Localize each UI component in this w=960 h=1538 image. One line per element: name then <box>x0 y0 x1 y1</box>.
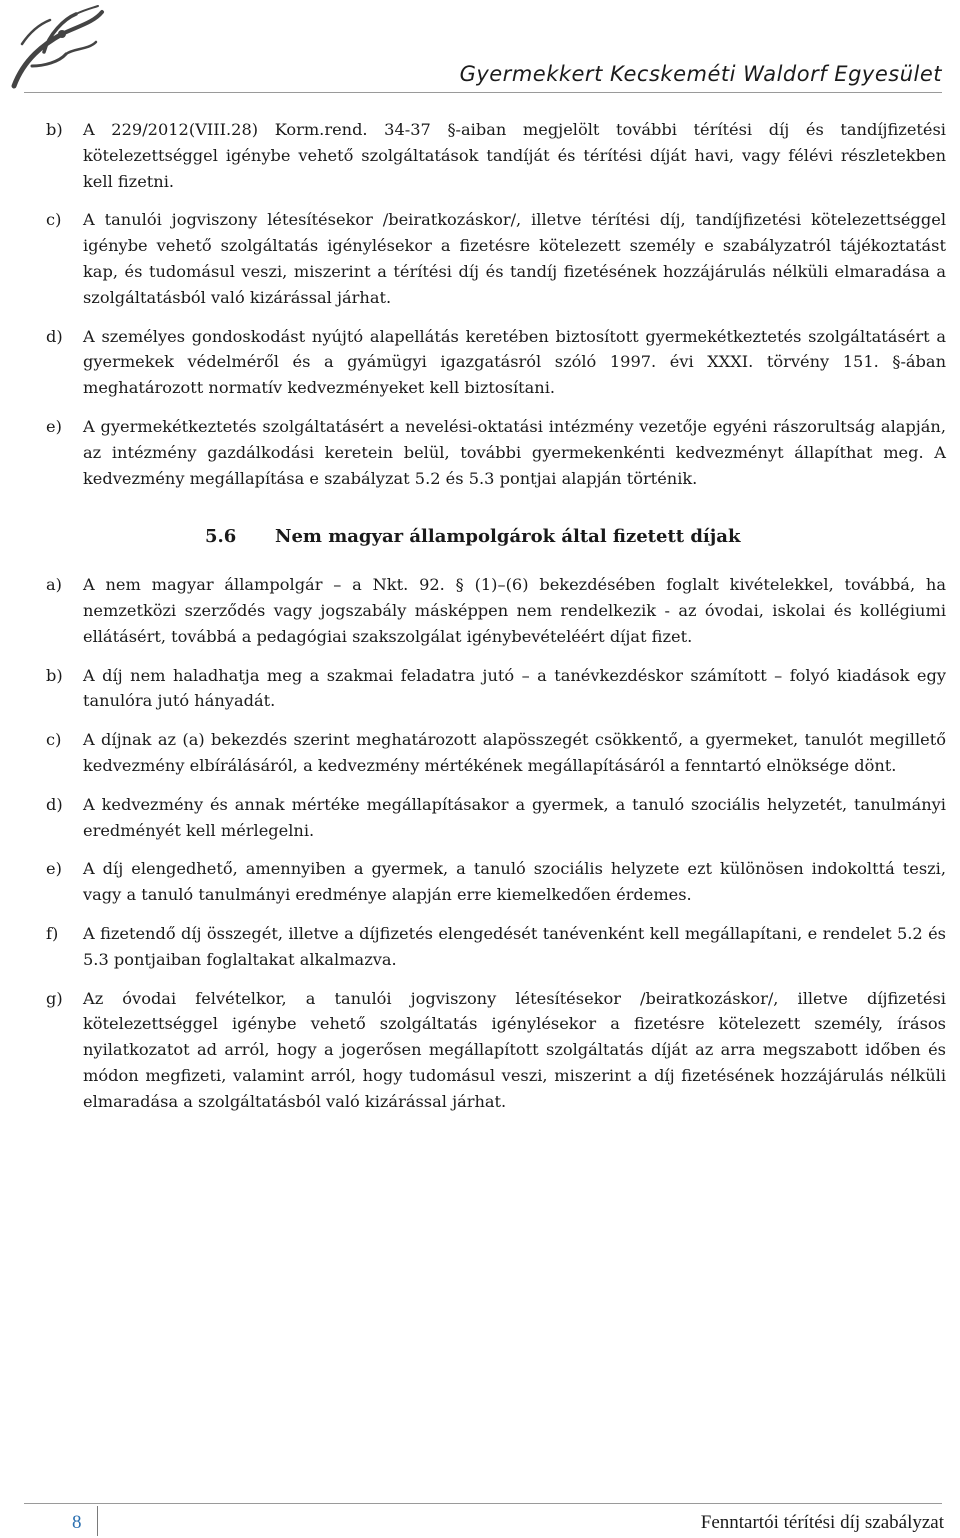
list-marker: f) <box>46 923 59 943</box>
list-item <box>46 727 946 779</box>
footer-divider <box>24 1503 942 1504</box>
list-marker: c) <box>46 210 62 230</box>
section-title: Nem magyar állampolgárok által fizetett díjak <box>275 526 741 548</box>
header-divider <box>24 92 942 93</box>
list-marker: d) <box>46 326 63 346</box>
page-number: 8 <box>72 1512 82 1533</box>
list-item <box>46 117 946 194</box>
waldorf-swirl-logo-icon <box>4 4 114 90</box>
paragraph: A kedvezmény és annak mértéke megállapításakor a gyermek, a tanuló szociális helyzetét, tanulmányi eredményét kell mérlegelni. <box>83 794 946 840</box>
list-item <box>46 986 946 1115</box>
list-marker: e) <box>46 859 62 879</box>
list-marker: a) <box>46 575 62 595</box>
organization-name: Gyermekkert Kecskeméti Waldorf Egyesület <box>459 62 942 86</box>
list-marker: d) <box>46 794 63 814</box>
list-item <box>46 572 946 649</box>
page-number-separator <box>97 1506 98 1536</box>
list-item <box>46 207 946 310</box>
paragraph: A tanulói jogviszony létesítésekor /beiratkozáskor/, illetve térítési díj, tandíjfizetési kötelezettséggel igénybe vehető szolgáltatás igénylésekor a fizetésre kötelezett személy e szabályzatról tájékoztatást kap, és tudomásul veszi, miszerint a térítési díj és tandíj fizetésének hozzájárulás nélküli elmaradása a szolgáltatásból való kizárással járhat. <box>83 210 946 307</box>
list-marker: b) <box>46 120 63 139</box>
list-item <box>46 856 946 908</box>
list-item <box>46 792 946 844</box>
list-marker: c) <box>46 730 62 750</box>
section-heading <box>46 524 946 550</box>
list-item <box>46 414 946 491</box>
paragraph: Az óvodai felvételkor, a tanulói jogviszony létesítésekor /beiratkozáskor/, illetve díjfizetési kötelezettséggel igénybe vehető szolgáltatás igénylésekor a fizetésre kötelezett személy, írásos nyilatkozatot ad arról, hogy a jogerősen megállapított szolgáltatás díját az arra megszabott időben és módon megfizeti, valamint arról, hogy tudomásul veszi, miszerint a díj fizetésének hozzájárulás nélküli elmaradása a szolgáltatásból való kizárással járhat. <box>83 988 946 1111</box>
paragraph: A díj nem haladhatja meg a szakmai feladatra jutó – a tanévkezdéskor számított – folyó kiadások egy tanulóra jutó hányadát. <box>83 665 946 711</box>
document-body <box>46 117 946 1128</box>
paragraph: A személyes gondoskodást nyújtó alapellátás keretében biztosított gyermekétkeztetés szolgáltatásért a gyermekek védelméről és a gyámügyi igazgatásról szóló 1997. évi XXXI. törvény 151. §-ában meghatározott normatív kedvezményeket kell biztosítani. <box>83 326 946 398</box>
list-item <box>46 921 946 973</box>
paragraph: A nem magyar állampolgár – a Nkt. 92. § (1)–(6) bekezdésében foglalt kivételekkel, továbbá, ha nemzetközi szerződés vagy jogszabály másképpen nem rendelkezik - az óvodai, iskolai és kollégiumi ellátásért, továbbá a pedagógiai szakszolgálat igénybevételéért díjat fizet. <box>83 575 946 646</box>
footer-title: Fenntartói térítési díj szabályzat <box>700 1512 944 1533</box>
list-marker: g) <box>46 988 63 1008</box>
paragraph: A gyermekétkeztetés szolgáltatásért a nevelési-oktatási intézmény vezetője egyéni rászorultság alapján, az intézmény gazdálkodási keretein belül, további gyermekenkénti kedvezményt állapíthat meg. A kedvezmény megállapítása e szabályzat 5.2 és 5.3 pontjai alapján történik. <box>83 416 946 488</box>
list-marker: e) <box>46 416 62 436</box>
list-item <box>46 324 946 401</box>
paragraph: A díjnak az (a) bekezdés szerint meghatározott alapösszegét csökkentő, a gyermeket, tanulót megillető kedvezmény elbírálásáról, a kedvezmény mértékének megállapításáról a fenntartó elnöksége dönt. <box>83 730 946 775</box>
paragraph: A díj elengedhető, amennyiben a gyermek, a tanuló szociális helyzete ezt különösen indokolttá teszi, vagy a tanuló tanulmányi eredménye alapján erre kiemelkedően érdemes. <box>83 859 946 905</box>
list-marker: b) <box>46 665 63 685</box>
section-number: 5.6 <box>205 526 237 548</box>
list-item <box>46 663 946 715</box>
paragraph: A fizetendő díj összegét, illetve a díjfizetés elengedését tanévenként kell megállapítani, e rendelet 5.2 és 5.3 pontjaiban foglaltakat alkalmazva. <box>83 923 946 969</box>
paragraph: A 229/2012(VIII.28) Korm.rend. 34-37 §-aiban megjelölt további térítési díj és tandíjfizetési kötelezettséggel igénybe vehető szolgáltatások tandíját és térítési díját havi, vagy félévi részletekben kell fizetni. <box>83 120 946 191</box>
